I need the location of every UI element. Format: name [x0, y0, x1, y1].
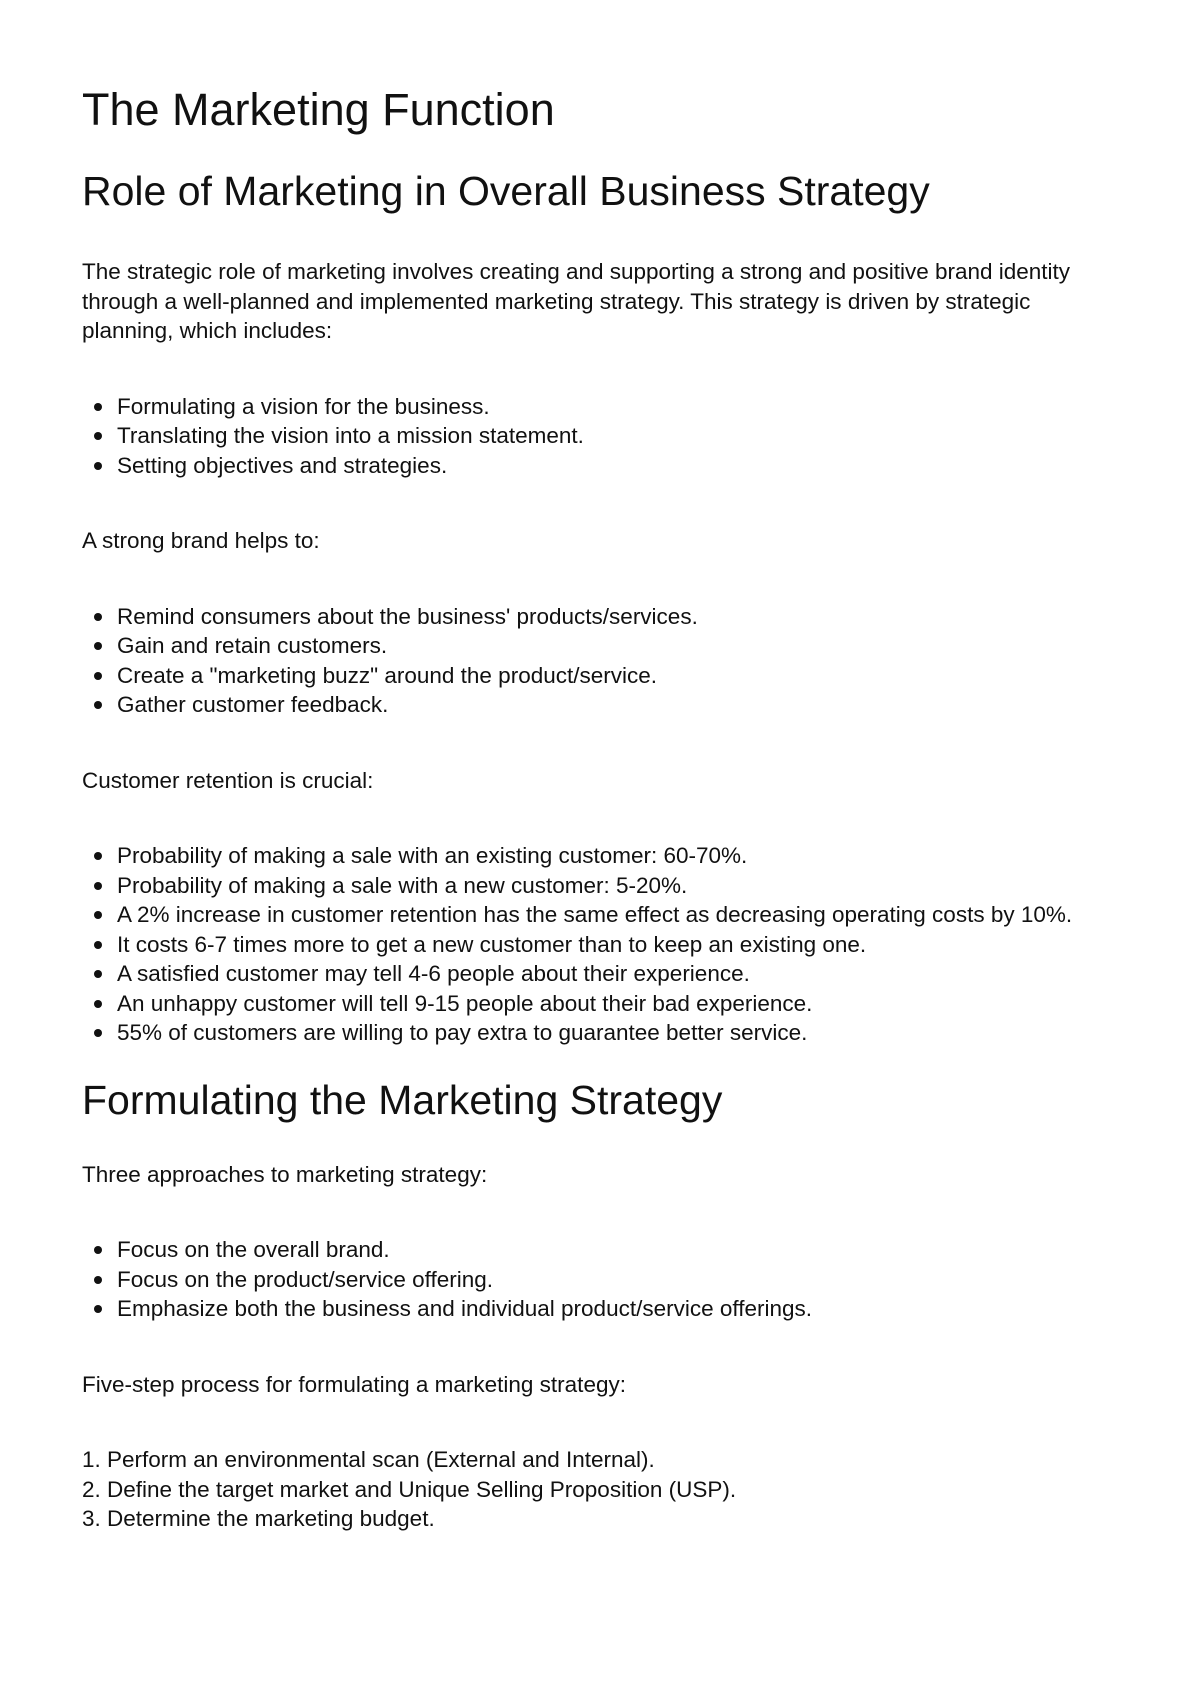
- bullet-icon: [94, 432, 102, 440]
- bullet-icon: [94, 852, 102, 860]
- list-item: [82, 1265, 1122, 1295]
- retention-list: [82, 841, 1122, 1048]
- list-item: [82, 959, 1122, 989]
- section-heading-formulating: Formulating the Marketing Strategy: [82, 1076, 723, 1123]
- bullet-icon: [94, 403, 102, 411]
- list-item-text: 55% of customers are willing to pay extra to guarantee better service.: [117, 1020, 808, 1045]
- bullet-icon: [94, 911, 102, 919]
- list-item: [82, 841, 1122, 871]
- list-item: [82, 602, 1122, 632]
- list-item-text: Translating the vision into a mission statement.: [117, 423, 584, 448]
- approaches-lead-paragraph: Three approaches to marketing strategy:: [82, 1161, 488, 1187]
- list-item-text: Create a "marketing buzz" around the product/service.: [117, 662, 657, 688]
- list-item-text: Probability of making a sale with an existing customer: 60-70%.: [117, 843, 748, 868]
- list-item-text: Formulating a vision for the business.: [117, 393, 490, 419]
- bullet-icon: [94, 462, 102, 470]
- retention-lead-paragraph: Customer retention is crucial:: [82, 767, 374, 793]
- list-item: [82, 871, 1122, 901]
- list-item-text: A satisfied customer may tell 4-6 people about their experience.: [117, 961, 750, 986]
- list-item: [82, 421, 1122, 451]
- list-item: [82, 451, 1122, 481]
- list-item: [82, 1294, 1122, 1324]
- bullet-icon: [94, 701, 102, 709]
- list-item-text: Emphasize both the business and individual product/service offerings.: [117, 1296, 812, 1321]
- bullet-icon: [94, 613, 102, 621]
- bullet-icon: [94, 1000, 102, 1008]
- bullet-icon: [94, 941, 102, 949]
- list-item: 1. Perform an environmental scan (External and Internal).: [82, 1447, 655, 1472]
- planning-list: [82, 392, 1122, 481]
- list-item-text: An unhappy customer will tell 9-15 people about their bad experience.: [117, 990, 813, 1016]
- list-item-text: Gather customer feedback.: [117, 692, 389, 717]
- bullet-icon: [94, 1246, 102, 1254]
- bullet-icon: [94, 1029, 102, 1037]
- brand-list: [82, 602, 1122, 720]
- list-item: [82, 989, 1122, 1019]
- bullet-icon: [94, 672, 102, 680]
- bullet-icon: [94, 970, 102, 978]
- list-item: 3. Determine the marketing budget.: [82, 1506, 435, 1531]
- bullet-icon: [94, 642, 102, 650]
- list-item: [82, 392, 1122, 422]
- list-item-text: Remind consumers about the business' products/services.: [117, 603, 698, 629]
- list-item-text: Focus on the overall brand.: [117, 1237, 390, 1262]
- list-item: 2. Define the target market and Unique Selling Proposition (USP).: [82, 1476, 737, 1502]
- list-item: [82, 900, 1122, 930]
- list-item-text: It costs 6-7 times more to get a new customer than to keep an existing one.: [117, 931, 867, 957]
- list-item: [82, 631, 1122, 661]
- section-heading-role: Role of Marketing in Overall Business Strategy: [82, 168, 930, 214]
- intro-paragraph: The strategic role of marketing involves creating and supporting a strong and positive brand identity through a well-planned and implemented marketing strategy. This strategy is driven by strategic planning, which includes:: [82, 259, 1071, 343]
- bullet-icon: [94, 1276, 102, 1284]
- list-item-text: Probability of making a sale with a new customer: 5-20%.: [117, 872, 688, 898]
- bullet-icon: [94, 1305, 102, 1313]
- page-title: The Marketing Function: [82, 84, 555, 135]
- list-item-text: Gain and retain customers.: [117, 633, 388, 658]
- bullet-icon: [94, 882, 102, 890]
- brand-lead-paragraph: A strong brand helps to:: [82, 528, 320, 553]
- list-item-text: Focus on the product/service offering.: [117, 1266, 494, 1292]
- process-steps-list: [82, 1445, 1122, 1534]
- process-lead-paragraph: Five-step process for formulating a marketing strategy:: [82, 1371, 626, 1397]
- approaches-list: [82, 1235, 1122, 1324]
- list-item: [82, 1235, 1122, 1265]
- list-item: [82, 690, 1122, 720]
- list-item: [82, 1018, 1122, 1048]
- list-item-text: Setting objectives and strategies.: [117, 452, 448, 478]
- list-item-text: A 2% increase in customer retention has the same effect as decreasing operating costs by 10%.: [117, 902, 1073, 927]
- list-item: [82, 661, 1122, 691]
- document-page: [82, 78, 1122, 1534]
- list-item: [82, 930, 1122, 960]
